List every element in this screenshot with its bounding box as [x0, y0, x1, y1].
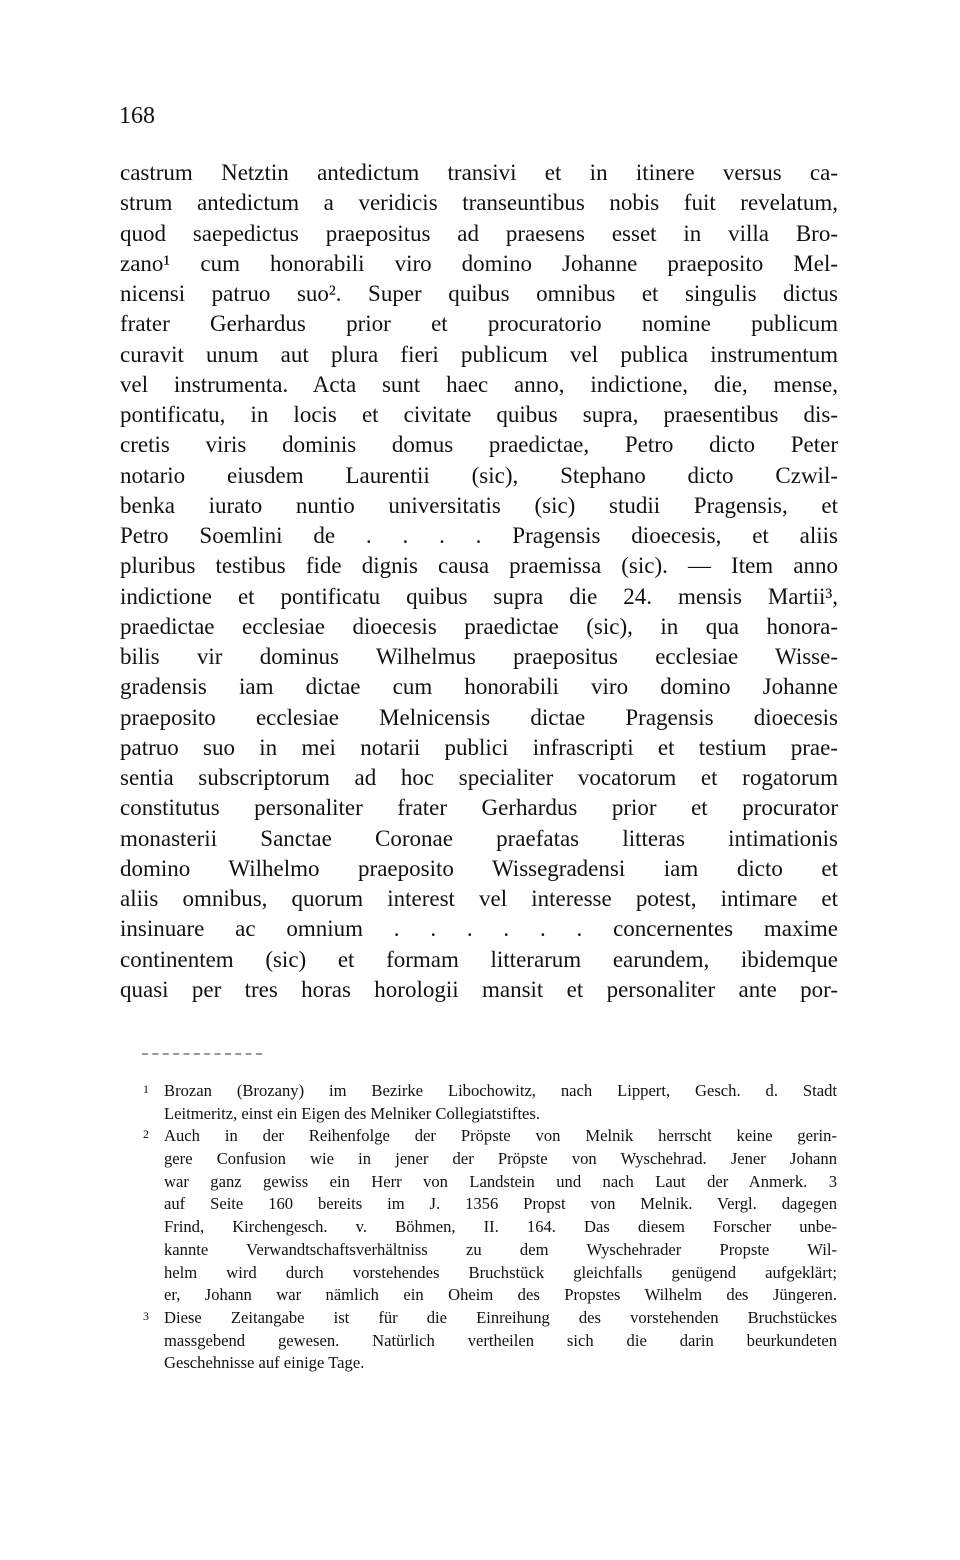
text-line: monasterii Sanctae Coronae praefatas litteras intimationis [120, 825, 838, 851]
footnote-text: Brozan (Brozany) im Bezirke Libochowitz, nach Lippert, Gesch. d. Stadt [164, 1081, 837, 1100]
text-line: pluribus testibus fide dignis causa praemissa (sic). — Item anno [120, 553, 838, 579]
text-line: zano¹ cum honorabili viro domino Johanne praeposito Mel- [120, 250, 838, 276]
footnote-3 [143, 1307, 837, 1330]
text-line: indictione et pontificatu quibus supra die 24. mensis Martii³, [120, 583, 838, 609]
text-line: cretis viris dominis domus praedictae, Petro dicto Peter [120, 432, 838, 458]
text-line: aliis omnibus, quorum interest vel interesse potest, intimare et [120, 886, 838, 911]
text-line: quod saepedictus praepositus ad praesens esset in villa Bro- [120, 220, 838, 246]
text-line: gradensis iam dictae cum honorabili viro domino Johanne [120, 674, 838, 700]
text-line: benka iurato nuntio universitatis (sic) studii Pragensis, et [120, 492, 838, 518]
text-line: constitutus personaliter frater Gerhardus prior et procurator [120, 795, 838, 821]
footnotes [143, 1080, 837, 1375]
text-line: continentem (sic) et formam litterarum earundem, ibidemque [120, 946, 838, 972]
text-line: notario eiusdem Laurentii (sic), Stephano dicto Czwil- [120, 462, 838, 488]
footnote-line: Leitmeritz, einst ein Eigen des Melniker Collegiatstiftes. [164, 1103, 541, 1123]
footnote-line: Frind, Kirchengesch. v. Böhmen, II. 164. Das diesem Forscher unbe- [164, 1217, 837, 1237]
text-line: praeposito ecclesiae Melnicensis dictae Pragensis dioecesis [120, 704, 838, 730]
footnote-2 [143, 1125, 837, 1148]
footnote-1 [143, 1080, 837, 1103]
footnote-line: gere Confusion wie in jener der Pröpste von Wyschehrad. Jener Johann [164, 1149, 837, 1169]
text-line: castrum Netztin antedictum transivi et in itinere versus ca- [120, 160, 838, 185]
main-text [120, 158, 838, 1005]
footnote-line: kannte Verwandtschaftsverhältniss zu dem Wyschehrader Propste Wil- [164, 1239, 837, 1259]
footnote-line: massgebend gewesen. Natürlich vertheilen sich die darin beurkundeten [164, 1330, 837, 1350]
footnote-line: auf Seite 160 bereits im J. 1356 Propst von Melnik. Vergl. dagegen [164, 1194, 837, 1214]
footnote-text: Auch in der Reihenfolge der Pröpste von Melnik herrscht keine gerin- [164, 1126, 837, 1146]
footnote-separator [142, 1053, 262, 1057]
text-line: sentia subscriptorum ad hoc specialiter vocatorum et rogatorum [120, 765, 838, 790]
text-line: nicensi patruo suo². Super quibus omnibus et singulis dictus [120, 281, 838, 306]
text-line: quasi per tres horas horologii mansit et personaliter ante por- [120, 976, 838, 1002]
text-line: pontificatu, in locis et civitate quibus supra, praesentibus dis- [120, 402, 838, 427]
footnote-line: Geschehnisse auf einige Tage. [164, 1353, 365, 1373]
text-line: curavit unum aut plura fieri publicum vel publica instrumentum [120, 341, 838, 367]
text-line: bilis vir dominus Wilhelmus praepositus ecclesiae Wisse- [120, 644, 838, 669]
footnote-marker: 1 [143, 1082, 149, 1096]
footnote-line: er, Johann war nämlich ein Oheim des Propstes Wilhelm des Jüngeren. [164, 1285, 837, 1305]
footnote-marker: 2 [143, 1127, 149, 1142]
text-line: frater Gerhardus prior et procuratorio nomine publicum [120, 311, 838, 337]
text-line: vel instrumenta. Acta sunt haec anno, indictione, die, mense, [120, 371, 838, 397]
page-number: 168 [119, 103, 155, 129]
footnote-line: helm wird durch vorstehendes Bruchstück gleichfalls genügend aufgeklärt; [164, 1262, 837, 1282]
text-line: domino Wilhelmo praeposito Wissegradensi iam dicto et [120, 855, 838, 881]
footnote-text: Diese Zeitangabe ist für die Einreihung des vorstehenden Bruchstückes [164, 1307, 837, 1327]
footnote-marker: 3 [143, 1308, 149, 1323]
text-line: strum antedictum a veridicis transeuntibus nobis fuit revelatum, [120, 190, 838, 216]
text-line: Petro Soemlini de . . . . Pragensis dioecesis, et aliis [120, 523, 838, 548]
text-line: praedictae ecclesiae dioecesis praedictae (sic), in qua honora- [120, 613, 838, 639]
footnote-line: war ganz gewiss ein Herr von Landstein und nach Laut der Anmerk. 3 [164, 1171, 837, 1191]
text-line: insinuare ac omnium . . . . . . concernentes maxime [120, 916, 838, 942]
text-line: patruo suo in mei notarii publici infrascripti et testium prae- [120, 734, 838, 760]
